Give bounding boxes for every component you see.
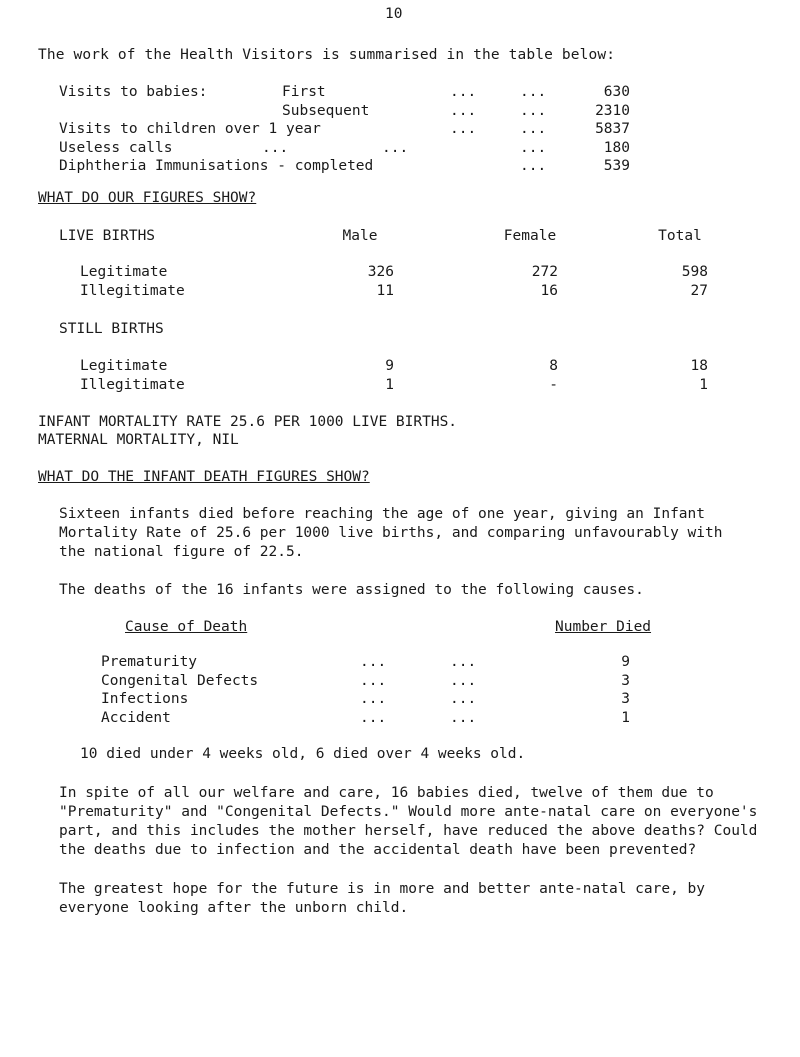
column-header-male: Male (342, 228, 378, 244)
cell-total: 18 (690, 358, 708, 374)
paragraph-sixteen-infants: Sixteen infants died before reaching the age of one year, giving an Infant Mortality Rate of 25.6 per 1000 live births, and comparing unfavourably with the national figure of 22.5. (59, 506, 723, 560)
cause-number: 9 (621, 654, 630, 670)
paragraph-welfare-question: In spite of all our welfare and care, 16 babies died, twelve of them due to "Prematurity" and "Congenital Defects." Would more ante-natal care on everyone's part, and this includes the mother herself, have reduced the above deaths? Could the deaths due to infection and the accidental death have been prevented? (59, 785, 758, 858)
visits-row-dots: ... (520, 103, 547, 119)
visits-row-label: Visits to children over 1 year (59, 121, 321, 137)
column-header-number: Number Died (555, 619, 652, 635)
visits-row-value: 630 (603, 84, 630, 100)
row-label: Legitimate (80, 264, 168, 280)
cause-dots: ... (360, 673, 387, 689)
figures-heading: WHAT DO OUR FIGURES SHOW? (38, 190, 257, 206)
visits-row-label: Useless calls (59, 140, 173, 156)
visits-row-dots: ... (450, 84, 477, 100)
visits-row-sub: Subsequent (282, 103, 370, 119)
page-number: 10 (385, 6, 403, 22)
cause-number: 3 (621, 691, 630, 707)
cause-dots: ... (450, 673, 477, 689)
cell-total: 1 (699, 377, 708, 393)
intro-text: The work of the Health Visitors is summarised in the table below: (38, 47, 616, 63)
live-births-heading: LIVE BIRTHS (59, 228, 156, 244)
cause-label: Infections (101, 691, 189, 707)
cause-dots: ... (450, 710, 477, 726)
cause-dots: ... (360, 654, 387, 670)
cell-total: 27 (690, 283, 708, 299)
cause-dots: ... (450, 691, 477, 707)
visits-row-dots: ... (450, 121, 477, 137)
paragraph-deaths-assigned: The deaths of the 16 infants were assigned to the following causes. (59, 582, 644, 598)
column-header-cause: Cause of Death (125, 619, 248, 635)
cause-number: 1 (621, 710, 630, 726)
visits-row-value: 5837 (595, 121, 630, 137)
cell-total: 598 (681, 264, 708, 280)
cause-dots: ... (360, 691, 387, 707)
row-label: Legitimate (80, 358, 168, 374)
cell-female: - (549, 377, 558, 393)
paragraph-greatest-hope: The greatest hope for the future is in more and better ante-natal care, by everyone looking after the unborn child. (59, 881, 706, 916)
cause-label: Accident (101, 710, 171, 726)
cell-male: 326 (367, 264, 394, 280)
visits-row-dots: ... (450, 103, 477, 119)
visits-row-label: Visits to babies: (59, 84, 208, 100)
row-label: Illegitimate (80, 283, 185, 299)
visits-row-dots: ... (382, 140, 409, 156)
cell-male: 1 (385, 377, 394, 393)
visits-row-dots: ... (520, 84, 547, 100)
cell-male: 11 (376, 283, 394, 299)
cell-male: 9 (385, 358, 394, 374)
cell-female: 272 (531, 264, 558, 280)
cause-dots: ... (450, 654, 477, 670)
cell-female: 8 (549, 358, 558, 374)
maternal-mortality: MATERNAL MORTALITY, NIL (38, 432, 239, 448)
visits-row-sub: ... (262, 140, 289, 156)
paragraph-age-breakdown: 10 died under 4 weeks old, 6 died over 4 weeks old. (80, 746, 526, 762)
cause-label: Prematurity (101, 654, 198, 670)
visits-row-label: Diphtheria Immunisations - completed (59, 158, 374, 174)
cause-dots: ... (360, 710, 387, 726)
column-header-female: Female (503, 228, 557, 244)
visits-row-dots: ... (520, 140, 547, 156)
row-label: Illegitimate (80, 377, 185, 393)
visits-row-value: 539 (603, 158, 630, 174)
visits-row-value: 180 (603, 140, 630, 156)
visits-row-dots: ... (520, 158, 547, 174)
column-header-total: Total (658, 228, 702, 244)
infant-death-heading: WHAT DO THE INFANT DEATH FIGURES SHOW? (38, 469, 370, 485)
cause-number: 3 (621, 673, 630, 689)
still-births-heading: STILL BIRTHS (59, 321, 164, 337)
cell-female: 16 (540, 283, 558, 299)
visits-row-sub: First (282, 84, 326, 100)
visits-row-value: 2310 (595, 103, 630, 119)
cause-label: Congenital Defects (101, 673, 259, 689)
infant-mortality-rate: INFANT MORTALITY RATE 25.6 PER 1000 LIVE BIRTHS. (38, 414, 458, 430)
visits-row-dots: ... (520, 121, 547, 137)
